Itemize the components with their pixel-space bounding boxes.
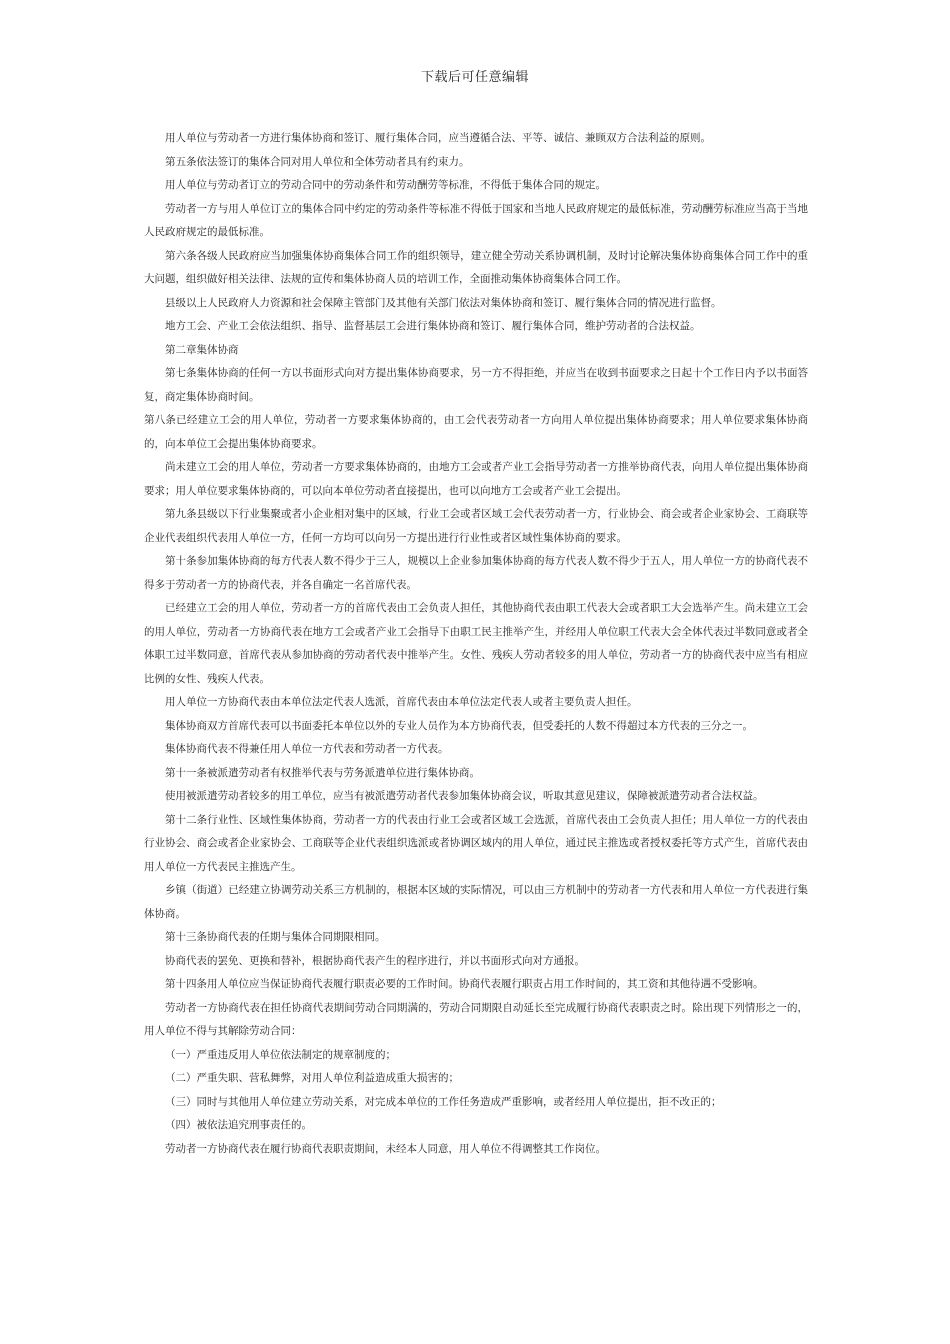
paragraph: 第八条已经建立工会的用人单位，劳动者一方要求集体协商的，由工会代表劳动者一方向用人单位提出集体协商要求；用人单位要求集体协商的，向本单位工会提出集体协商要求。 (144, 414, 808, 450)
paragraph: 乡镇（街道）已经建立协调劳动关系三方机制的，根据本区域的实际情况，可以由三方机制中的劳动者一方代表和用人单位一方代表进行集体协商。 (144, 884, 808, 920)
paragraph: 第十条参加集体协商的每方代表人数不得少于三人，规模以上企业参加集体协商的每方代表人数不得少于五人，用人单位一方的协商代表不得多于劳动者一方的协商代表，并各自确定一名首席代表。 (144, 555, 808, 591)
paragraph: 劳动者一方与用人单位订立的集体合同中约定的劳动条件等标准不得低于国家和当地人民政府规定的最低标准，劳动酬劳标准应当高于当地人民政府规定的最低标准。 (144, 202, 808, 238)
paragraph: 协商代表的罢免、更换和替补，根据协商代表产生的程序进行，并以书面形式向对方通报。 (165, 954, 585, 967)
paragraph: 尚未建立工会的用人单位，劳动者一方要求集体协商的，由地方工会或者产业工会指导劳动者一方推举协商代表，向用人单位提出集体协商要求；用人单位要求集体协商的，可以向本单位劳动者直接提出，也可以向地方工会或者产业工会提出。 (144, 461, 808, 497)
paragraph: 用人单位与劳动者一方进行集体协商和签订、履行集体合同，应当遵循合法、平等、诚信、兼顾双方合法利益的原则。 (165, 132, 711, 144)
paragraph: 集体协商双方首席代表可以书面委托本单位以外的专业人员作为本方协商代表，但受委托的人数不得超过本方代表的三分之一。 (165, 719, 753, 732)
paragraph: 第五条依法签订的集体合同对用人单位和全体劳动者具有约束力。 (165, 155, 470, 168)
paragraph: 集体协商代表不得兼任用人单位一方代表和劳动者一方代表。 (165, 743, 449, 755)
paragraph: 第二章集体协商 (165, 343, 239, 356)
paragraph: 第七条集体协商的任何一方以书面形式向对方提出集体协商要求，另一方不得拒绝，并应当在收到书面要求之日起十个工作日内予以书面答复，商定集体协商时间。 (144, 367, 808, 403)
paragraph: 第九条县级以下行业集聚或者小企业相对集中的区域，行业工会或者区域工会代表劳动者一方，行业协会、商会或者企业家协会、工商联等企业代表组织代表用人单位一方，任何一方均可以向另一方提出进行行业性或者区域性集体协商的要求。 (144, 508, 808, 544)
paragraph: （四）被依法追究刑事责任的。 (165, 1119, 312, 1131)
paragraph: 第十一条被派遣劳动者有权推举代表与劳务派遣单位进行集体协商。 (165, 766, 480, 779)
document-body (144, 127, 808, 1161)
paragraph: 使用被派遣劳动者较多的用工单位，应当有被派遣劳动者代表参加集体协商会议，听取其意见建议，保障被派遣劳动者合法权益。 (165, 790, 764, 802)
paragraph: 用人单位一方协商代表由本单位法定代表人选派，首席代表由本单位法定代表人或者主要负责人担任。 (165, 696, 638, 708)
page-header: 下载后可任意编辑 (420, 70, 529, 85)
paragraph: 已经建立工会的用人单位，劳动者一方的首席代表由工会负责人担任，其他协商代表由职工代表大会或者职工大会选举产生。尚未建立工会的用人单位，劳动者一方协商代表在地方工会或者产业工会指导下由职工民主推举产生，并经用人单位职工代表大会全体代表过半数同意或者全体职工过半数同意，首席代表从参加协商的劳动者代表中推举产生。女性、残疾人劳动者较多的用人单位，劳动者一方的协商代表中应当有相应比例的女性、残疾人代表。 (144, 602, 808, 685)
paragraph: 第十四条用人单位应当保证协商代表履行职责必要的工作时间。协商代表履行职责占用工作时间的，其工资和其他待遇不受影响。 (165, 978, 764, 990)
paragraph: 县级以上人民政府人力资源和社会保障主管部门及其他有关部门依法对集体协商和签订、履行集体合同的情况进行监督。 (165, 296, 722, 309)
paragraph: （二）严重失职、营私舞弊，对用人单位利益造成重大损害的； (165, 1072, 459, 1084)
paragraph: 第十三条协商代表的任期与集体合同期限相同。 (165, 931, 386, 943)
paragraph: 地方工会、产业工会依法组织、指导、监督基层工会进行集体协商和签订、履行集体合同，维护劳动者的合法权益。 (165, 320, 701, 332)
paragraph: 劳动者一方协商代表在履行协商代表职责期间，未经本人同意，用人单位不得调整其工作岗位。 (165, 1142, 606, 1155)
paragraph: 第六条各级人民政府应当加强集体协商集体合同工作的组织领导，建立健全劳动关系协调机制，及时讨论解决集体协商集体合同工作中的重大问题，组织做好相关法律、法规的宣传和集体协商人员的培训工作，全面推动集体协商集体合同工作。 (144, 249, 808, 285)
paragraph: （三）同时与其他用人单位建立劳动关系，对完成本单位的工作任务造成严重影响，或者经用人单位提出，拒不改正的； (165, 1095, 722, 1108)
paragraph: 用人单位与劳动者订立的劳动合同中的劳动条件和劳动酬劳等标准，不得低于集体合同的规定。 (165, 179, 606, 191)
paragraph: （一）严重违反用人单位依法制定的规章制度的； (165, 1048, 396, 1061)
paragraph: 第十二条行业性、区域性集体协商，劳动者一方的代表由行业工会或者区域工会选派，首席代表由工会负责人担任；用人单位一方的代表由行业协会、商会或者企业家协会、工商联等企业代表组织选派或者协调区域内的用人单位，通过民主推选或者授权委托等方式产生，首席代表由用人单位一方代表民主推选产生。 (144, 813, 808, 873)
paragraph: 劳动者一方协商代表在担任协商代表期间劳动合同期满的，劳动合同期限自动延长至完成履行协商代表职责之时。除出现下列情形之一的，用人单位不得与其解除劳动合同： (144, 1001, 808, 1037)
